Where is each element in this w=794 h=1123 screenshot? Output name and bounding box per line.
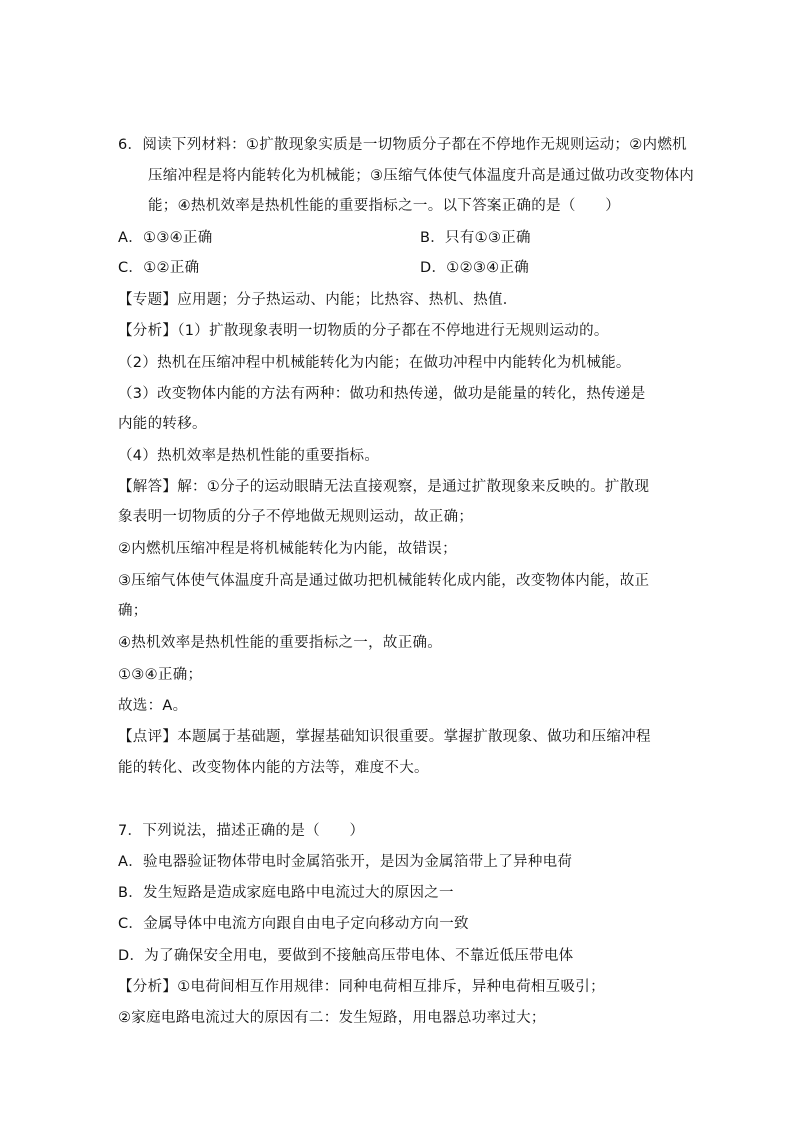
q6-option-a: A．①③④正确 xyxy=(118,230,213,246)
q6-answer-1b: 象表明一切物质的分子不停地做无规则运动，故正确； xyxy=(118,509,474,525)
q7-option-a: A．验电器验证物体带电时金属箔张开，是因为金属箔带上了异种电荷 xyxy=(118,854,573,870)
q7-analysis-2: ②家庭电路电流过大的原因有二：发生短路，用电器总功率过大； xyxy=(118,1010,546,1026)
q6-analysis-3a: （3）改变物体内能的方法有两种：做功和热传递，做功是能量的转化，热传递是 xyxy=(118,386,646,402)
q6-choice: 故选：A。 xyxy=(118,698,188,714)
q7-option-c: C．金属导体中电流方向跟自由电子定向移动方向一致 xyxy=(118,916,469,932)
q7-option-d: D．为了确保安全用电，要做到不接触高压带电体、不靠近低压带电体 xyxy=(118,948,574,964)
q6-answer-3a: ③压缩气体使气体温度升高是通过做功把机械能转化成内能，改变物体内能，故正 xyxy=(118,573,650,589)
q6-analysis-4: （4）热机效率是热机性能的重要指标。 xyxy=(118,448,380,464)
q6-analysis-1: 【分析】（1）扩散现象表明一切物质的分子都在不停地进行无规则运动的。 xyxy=(118,323,609,339)
q6-option-d: D．①②③④正确 xyxy=(420,260,530,276)
q6-answer-2: ②内燃机压缩冲程是将机械能转化为内能，故错误； xyxy=(118,541,457,557)
q6-topic: 【专题】应用题；分子热运动、内能；比热容、热机、热值． xyxy=(118,292,518,308)
q7-analysis-1: 【分析】①电荷间相互作用规律：同种电荷相互排斥，异种电荷相互吸引； xyxy=(118,979,605,995)
q6-stem-line-1: 6．阅读下列材料：①扩散现象实质是一切物质分子都在不停地作无规则运动；②内燃机 xyxy=(118,137,687,153)
q7-option-b: B．发生短路是造成家庭电路中电流过大的原因之一 xyxy=(118,885,454,901)
q6-analysis-3b: 内能的转移。 xyxy=(118,416,207,432)
q6-stem-line-3: 能；④热机效率是热机性能的重要指标之一。以下答案正确的是（ ） xyxy=(148,198,621,214)
q6-answer-4: ④热机效率是热机性能的重要指标之一，故正确。 xyxy=(118,635,443,651)
q6-answer-1a: 【解答】解：①分子的运动眼睛无法直接观察，是通过扩散现象来反映的。扩散现 xyxy=(118,479,650,495)
q6-comment-a: 【点评】本题属于基础题，掌握基础知识很重要。掌握扩散现象、做功和压缩冲程 xyxy=(118,729,651,745)
q6-option-b: B．只有①③正确 xyxy=(420,230,531,246)
q6-analysis-2: （2）热机在压缩冲程中机械能转化为内能；在做功冲程中内能转化为机械能。 xyxy=(118,355,631,371)
q6-answer-5: ①③④正确； xyxy=(118,667,203,683)
q6-stem-line-2: 压缩冲程是将内能转化为机械能；③压缩气体使气体温度升高是通过做功改变物体内 xyxy=(148,168,695,184)
q6-option-c: C．①②正确 xyxy=(118,260,200,276)
q6-comment-b: 能的转化、改变物体内能的方法等，难度不大。 xyxy=(118,760,429,776)
q6-answer-3b: 确； xyxy=(118,603,148,619)
q7-stem: 7．下列说法，描述正确的是（ ） xyxy=(118,823,365,839)
